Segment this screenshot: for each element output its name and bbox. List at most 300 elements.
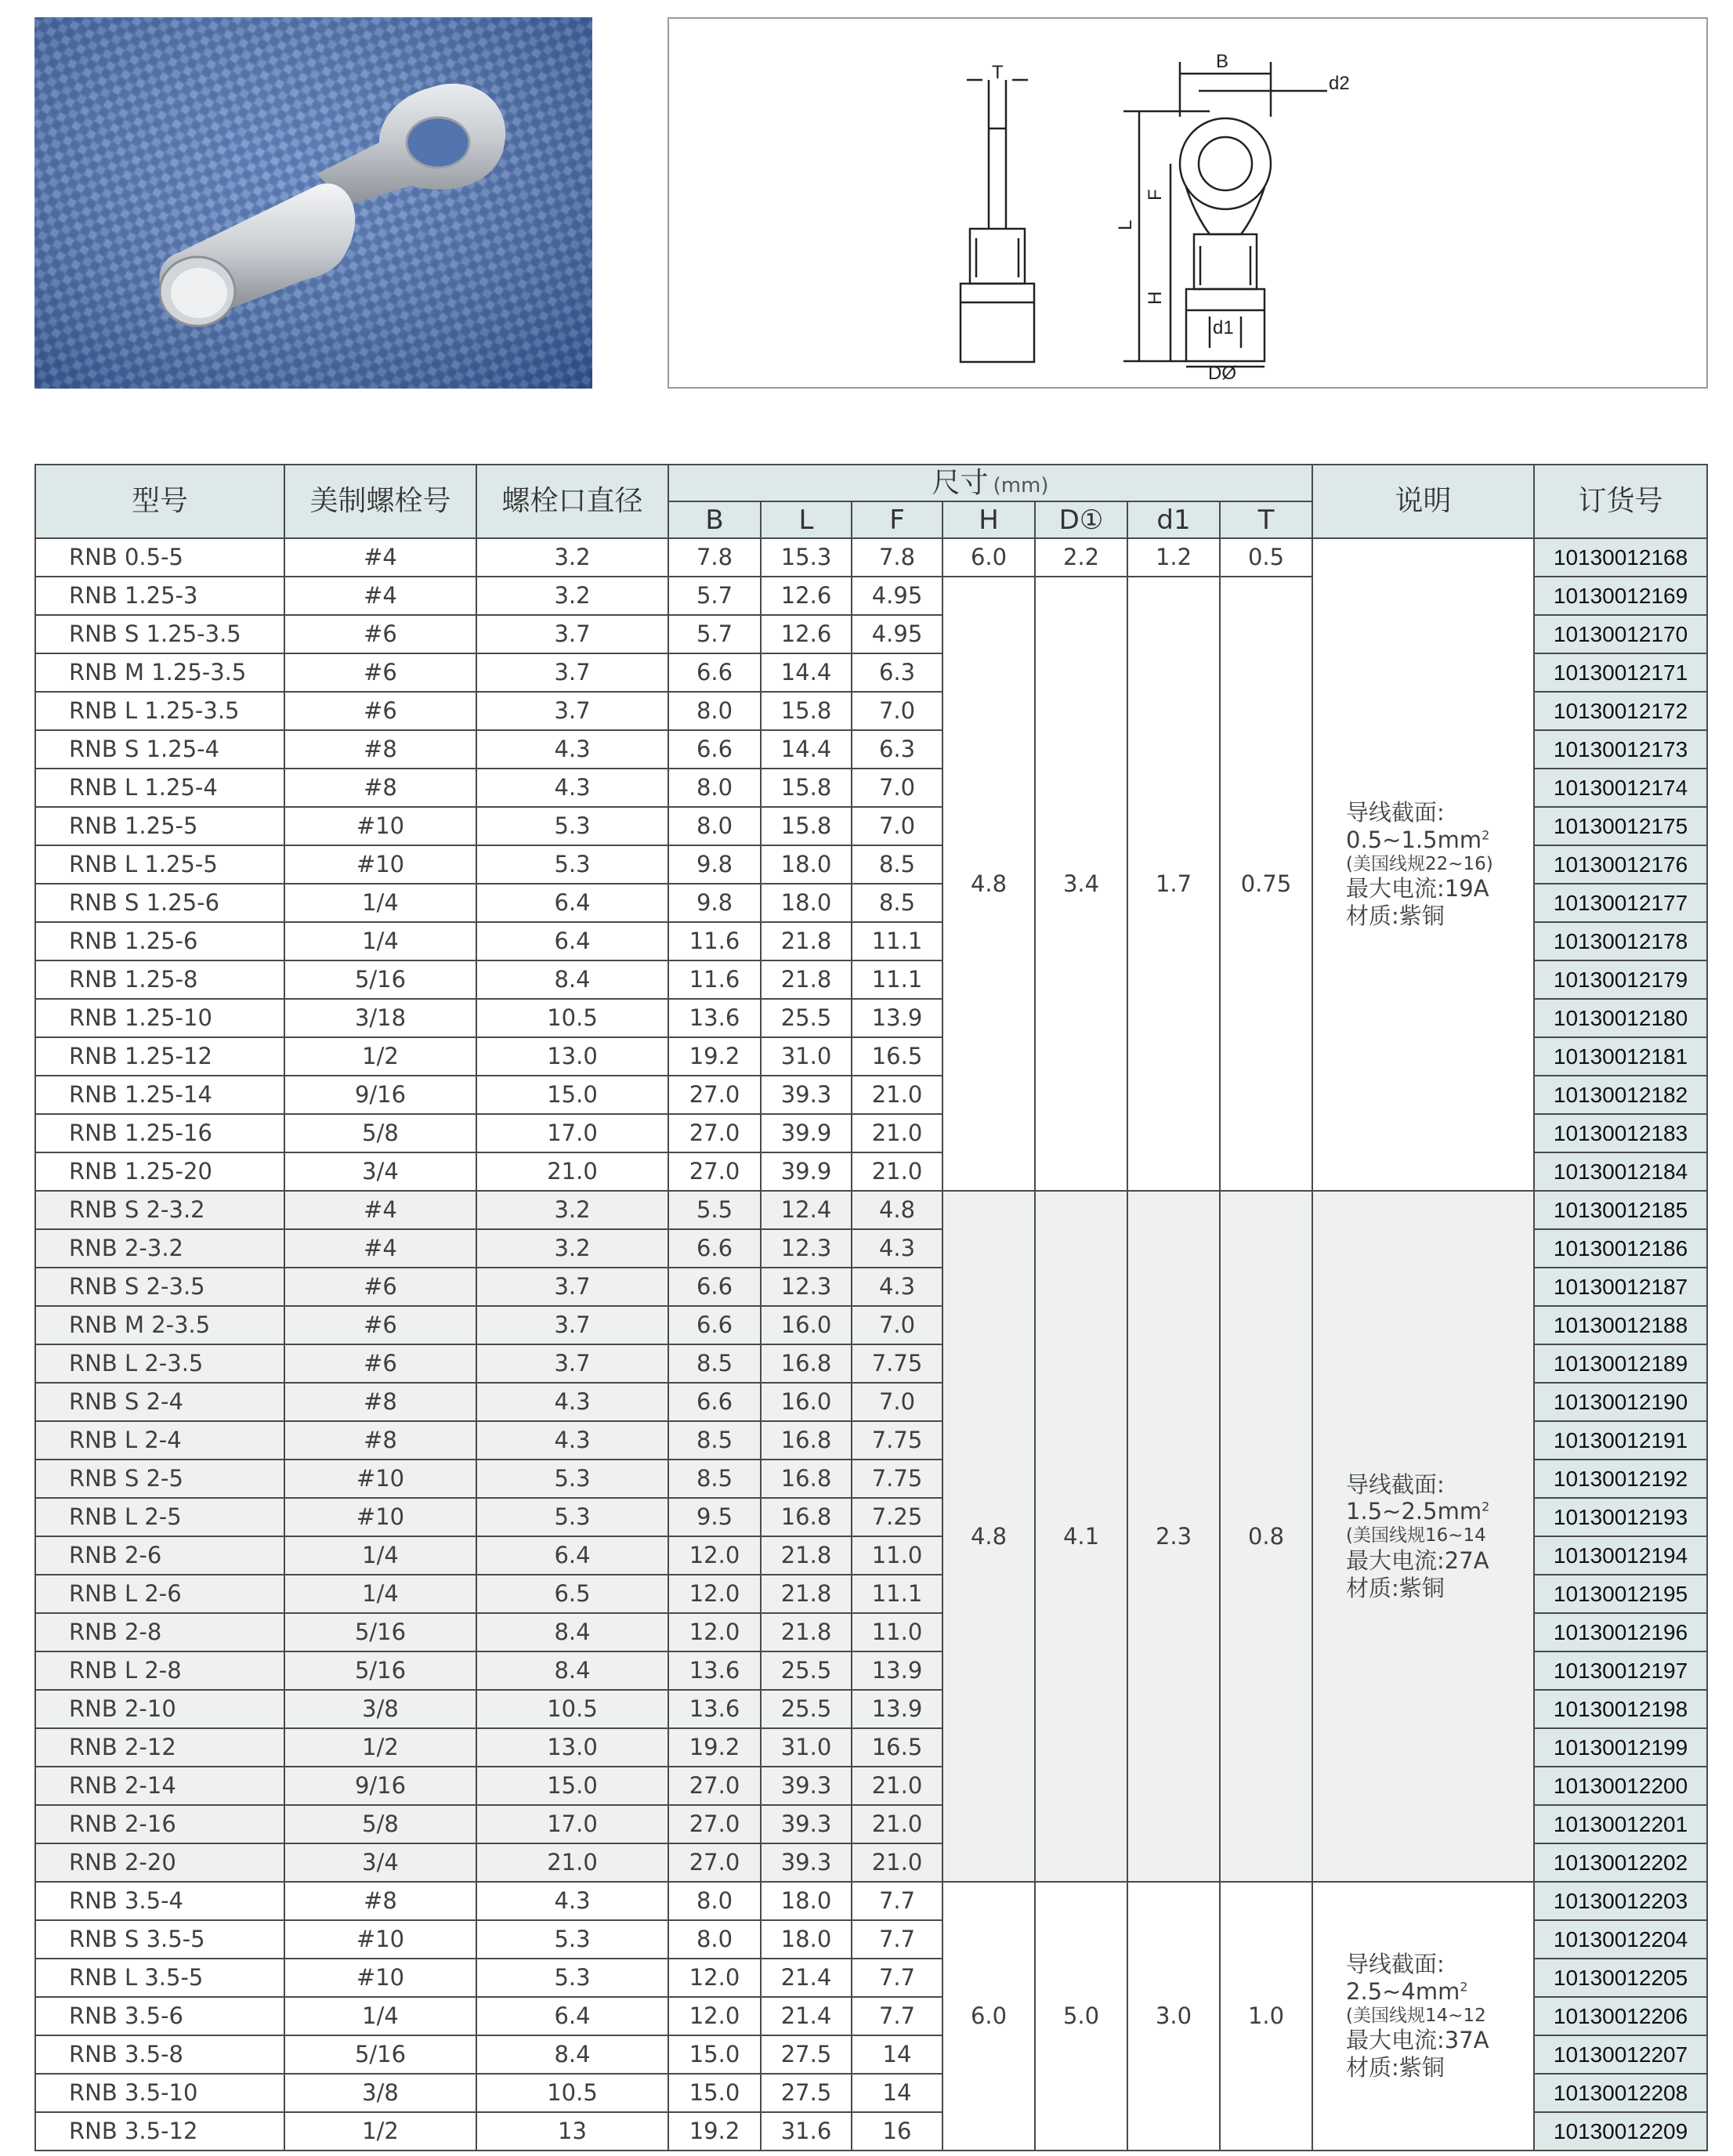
dim-L-cell: 16.8 (761, 1344, 852, 1383)
bolt-diameter-cell: 6.5 (476, 1575, 668, 1613)
us-screw-cell: 3/8 (284, 2074, 476, 2112)
bolt-diameter-cell: 3.2 (476, 1229, 668, 1268)
desc-wire-range (1346, 1978, 1533, 2006)
us-screw-cell: 1/2 (284, 1037, 476, 1076)
model-cell: RNB 0.5-5 (35, 538, 284, 577)
dim-L-cell: 15.8 (761, 807, 852, 845)
order-number-cell: 10130012208 (1534, 2074, 1707, 2112)
header-bolt-diameter: 螺栓口直径 (476, 465, 668, 538)
dim-F-cell: 7.0 (852, 1383, 942, 1421)
bolt-diameter-cell: 21.0 (476, 1152, 668, 1191)
model-cell: RNB 1.25-5 (35, 807, 284, 845)
bolt-diameter-cell: 4.3 (476, 1882, 668, 1920)
ring-terminal-photo (34, 17, 592, 389)
dim-L-cell: 39.3 (761, 1076, 852, 1114)
model-cell: RNB 2-3.2 (35, 1229, 284, 1268)
dim-F-cell: 21.0 (852, 1805, 942, 1843)
bolt-diameter-cell: 8.4 (476, 960, 668, 999)
dim-F-cell: 4.3 (852, 1229, 942, 1268)
dim-F-cell: 7.0 (852, 1306, 942, 1344)
dim-B-cell: 11.6 (668, 960, 761, 999)
bolt-diameter-cell: 8.4 (476, 1651, 668, 1690)
order-number-cell: 10130012187 (1534, 1268, 1707, 1306)
dim-F-cell: 7.0 (852, 692, 942, 730)
us-screw-cell: #8 (284, 1383, 476, 1421)
dim-F-cell: 7.0 (852, 807, 942, 845)
model-cell: RNB 2-14 (35, 1767, 284, 1805)
label-d1: d1 (1213, 317, 1234, 338)
desc-material: 材质:紫铜 (1346, 903, 1445, 930)
dim-B-cell: 12.0 (668, 1575, 761, 1613)
dim-L-cell: 27.5 (761, 2074, 852, 2112)
table-row (35, 1191, 1707, 1229)
table-row (35, 538, 1707, 577)
dim-B-cell: 9.8 (668, 845, 761, 884)
model-cell: RNB 3.5-8 (35, 2035, 284, 2074)
dim-B-cell: 6.6 (668, 1306, 761, 1344)
label-B: B (1216, 51, 1229, 72)
model-cell: RNB L 2-5 (35, 1498, 284, 1536)
bolt-diameter-cell: 4.3 (476, 1421, 668, 1460)
dim-H-cell: 6.0 (942, 538, 1035, 577)
dim-B-cell: 8.0 (668, 1920, 761, 1959)
bolt-diameter-cell: 5.3 (476, 1498, 668, 1536)
dimension-drawing (668, 17, 1708, 389)
order-number-cell: 10130012173 (1534, 730, 1707, 769)
order-number-cell: 10130012179 (1534, 960, 1707, 999)
us-screw-cell: #4 (284, 538, 476, 577)
bolt-diameter-cell: 8.4 (476, 1613, 668, 1651)
bolt-diameter-cell: 5.3 (476, 1460, 668, 1498)
order-number-cell: 10130012185 (1534, 1191, 1707, 1229)
dim-B-cell: 6.6 (668, 730, 761, 769)
dim-F-cell: 14 (852, 2074, 942, 2112)
dim-L-cell: 12.6 (761, 577, 852, 615)
desc-wire-label: 导线截面: (1346, 1951, 1445, 1978)
order-number-cell: 10130012196 (1534, 1613, 1707, 1651)
dim-B-cell: 6.6 (668, 1229, 761, 1268)
dim-B-cell: 8.5 (668, 1421, 761, 1460)
header-dimensions (668, 465, 1312, 501)
dim-L-cell: 25.5 (761, 1690, 852, 1728)
model-cell: RNB S 2-3.5 (35, 1268, 284, 1306)
dim-L-cell: 16.0 (761, 1306, 852, 1344)
model-cell: RNB S 3.5-5 (35, 1920, 284, 1959)
dim-L-cell: 12.3 (761, 1229, 852, 1268)
desc-material: 材质:紫铜 (1346, 2054, 1445, 2082)
dim-L-cell: 18.0 (761, 1920, 852, 1959)
us-screw-cell: #10 (284, 1920, 476, 1959)
dim-F-cell: 8.5 (852, 884, 942, 922)
us-screw-cell: #8 (284, 769, 476, 807)
dim-L-cell: 16.8 (761, 1460, 852, 1498)
dim-F-cell: 21.0 (852, 1843, 942, 1882)
dim-L-cell: 21.8 (761, 960, 852, 999)
dim-L-cell: 31.0 (761, 1037, 852, 1076)
us-screw-cell: #6 (284, 692, 476, 730)
bolt-diameter-cell: 6.4 (476, 884, 668, 922)
model-cell: RNB L 1.25-3.5 (35, 692, 284, 730)
model-cell: RNB 2-12 (35, 1728, 284, 1767)
us-screw-cell: 5/16 (284, 2035, 476, 2074)
bolt-diameter-cell: 10.5 (476, 1690, 668, 1728)
dim-d1-cell: 3.0 (1127, 1882, 1220, 2151)
dim-L-cell: 18.0 (761, 1882, 852, 1920)
model-cell: RNB 3.5-4 (35, 1882, 284, 1920)
header-T: T (1220, 501, 1312, 538)
dim-L-cell: 21.8 (761, 1536, 852, 1575)
us-screw-cell: #8 (284, 1882, 476, 1920)
order-number-cell: 10130012190 (1534, 1383, 1707, 1421)
dim-L-cell: 12.6 (761, 615, 852, 653)
dim-F-cell: 4.95 (852, 577, 942, 615)
us-screw-cell: 1/4 (284, 1536, 476, 1575)
dim-B-cell: 19.2 (668, 1037, 761, 1076)
dim-B-cell: 8.5 (668, 1460, 761, 1498)
dim-d1-cell: 2.3 (1127, 1191, 1220, 1882)
order-number-cell: 10130012206 (1534, 1997, 1707, 2035)
bolt-diameter-cell: 4.3 (476, 769, 668, 807)
us-screw-cell: #4 (284, 1229, 476, 1268)
us-screw-cell: 5/16 (284, 960, 476, 999)
order-number-cell: 10130012181 (1534, 1037, 1707, 1076)
model-cell: RNB M 1.25-3.5 (35, 653, 284, 692)
us-screw-cell: #6 (284, 1268, 476, 1306)
dim-F-cell: 4.8 (852, 1191, 942, 1229)
dim-B-cell: 13.6 (668, 1651, 761, 1690)
header-B: B (668, 501, 761, 538)
us-screw-cell: #6 (284, 653, 476, 692)
bolt-diameter-cell: 10.5 (476, 2074, 668, 2112)
order-number-cell: 10130012188 (1534, 1306, 1707, 1344)
dim-L-cell: 39.3 (761, 1805, 852, 1843)
superscript: 2 (1482, 827, 1490, 843)
dim-L-cell: 39.9 (761, 1114, 852, 1152)
us-screw-cell: #10 (284, 845, 476, 884)
us-screw-cell: #8 (284, 1421, 476, 1460)
dim-L-cell: 21.8 (761, 922, 852, 960)
bolt-diameter-cell: 5.3 (476, 807, 668, 845)
order-number-cell: 10130012209 (1534, 2112, 1707, 2151)
dim-F-cell: 7.0 (852, 769, 942, 807)
dim-B-cell: 9.8 (668, 884, 761, 922)
desc-wire-range (1346, 827, 1533, 854)
dim-F-cell: 21.0 (852, 1152, 942, 1191)
dim-B-cell: 5.5 (668, 1191, 761, 1229)
dim-F-cell: 7.75 (852, 1460, 942, 1498)
us-screw-cell: #10 (284, 1959, 476, 1997)
bolt-diameter-cell: 17.0 (476, 1114, 668, 1152)
desc-awg: (美国线规16~14 (1346, 1525, 1486, 1546)
desc-material: 材质:紫铜 (1346, 1574, 1445, 1601)
dim-B-cell: 8.0 (668, 1882, 761, 1920)
dim-F-cell: 11.0 (852, 1613, 942, 1651)
dim-F-cell: 7.7 (852, 1882, 942, 1920)
order-number-cell: 10130012180 (1534, 999, 1707, 1037)
model-cell: RNB 3.5-6 (35, 1997, 284, 2035)
dim-L-cell: 39.9 (761, 1152, 852, 1191)
us-screw-cell: #4 (284, 1191, 476, 1229)
model-cell: RNB 1.25-10 (35, 999, 284, 1037)
spec-table (34, 464, 1708, 2151)
dim-L-cell: 12.3 (761, 1268, 852, 1306)
us-screw-cell: 1/4 (284, 1575, 476, 1613)
dim-F-cell: 7.7 (852, 1997, 942, 2035)
desc-current: 最大电流:27A (1346, 1546, 1489, 1574)
dim-L-cell: 21.4 (761, 1959, 852, 1997)
bolt-diameter-cell: 5.3 (476, 1959, 668, 1997)
dim-F-cell: 8.5 (852, 845, 942, 884)
model-cell: RNB 2-16 (35, 1805, 284, 1843)
dim-H-cell: 4.8 (942, 1191, 1035, 1882)
dim-F-cell: 4.3 (852, 1268, 942, 1306)
model-cell: RNB S 2-5 (35, 1460, 284, 1498)
order-number-cell: 10130012171 (1534, 653, 1707, 692)
dim-D-cell: 2.2 (1035, 538, 1127, 577)
bolt-diameter-cell: 4.3 (476, 1383, 668, 1421)
desc-wire-label: 导线截面: (1346, 1470, 1445, 1498)
us-screw-cell: 5/16 (284, 1651, 476, 1690)
dim-L-cell: 15.3 (761, 538, 852, 577)
bolt-diameter-cell: 3.2 (476, 538, 668, 577)
bolt-diameter-cell: 13 (476, 2112, 668, 2151)
us-screw-cell: 1/2 (284, 1728, 476, 1767)
dim-D-cell: 5.0 (1035, 1882, 1127, 2151)
desc-wire-label: 导线截面: (1346, 799, 1445, 827)
bolt-diameter-cell: 3.2 (476, 1191, 668, 1229)
desc-wire-range-value: 1.5~2.5mm (1346, 1498, 1482, 1525)
model-cell: RNB 2-8 (35, 1613, 284, 1651)
model-cell: RNB S 1.25-3.5 (35, 615, 284, 653)
us-screw-cell: #8 (284, 730, 476, 769)
us-screw-cell: 3/4 (284, 1843, 476, 1882)
dim-F-cell: 11.1 (852, 922, 942, 960)
model-cell: RNB 1.25-14 (35, 1076, 284, 1114)
dim-D-cell: 3.4 (1035, 577, 1127, 1191)
dim-L-cell: 21.8 (761, 1613, 852, 1651)
bolt-diameter-cell: 13.0 (476, 1037, 668, 1076)
dim-F-cell: 11.0 (852, 1536, 942, 1575)
order-number-cell: 10130012177 (1534, 884, 1707, 922)
bolt-diameter-cell: 3.2 (476, 577, 668, 615)
order-number-cell: 10130012178 (1534, 922, 1707, 960)
dim-B-cell: 5.7 (668, 615, 761, 653)
order-number-cell: 10130012197 (1534, 1651, 1707, 1690)
model-cell: RNB S 1.25-6 (35, 884, 284, 922)
header-H: H (942, 501, 1035, 538)
dim-L-cell: 18.0 (761, 884, 852, 922)
dim-B-cell: 27.0 (668, 1114, 761, 1152)
dim-L-cell: 15.8 (761, 769, 852, 807)
dim-B-cell: 8.0 (668, 807, 761, 845)
dim-B-cell: 19.2 (668, 2112, 761, 2151)
dim-B-cell: 8.5 (668, 1344, 761, 1383)
bolt-diameter-cell: 3.7 (476, 1306, 668, 1344)
dim-F-cell: 7.75 (852, 1421, 942, 1460)
order-number-cell: 10130012175 (1534, 807, 1707, 845)
us-screw-cell: #6 (284, 1306, 476, 1344)
bolt-diameter-cell: 3.7 (476, 615, 668, 653)
us-screw-cell: 9/16 (284, 1767, 476, 1805)
us-screw-cell: 3/18 (284, 999, 476, 1037)
us-screw-cell: 5/16 (284, 1613, 476, 1651)
dim-L-cell: 12.4 (761, 1191, 852, 1229)
dim-L-cell: 27.5 (761, 2035, 852, 2074)
description-cell (1312, 1191, 1534, 1882)
order-number-cell: 10130012203 (1534, 1882, 1707, 1920)
superscript: 2 (1482, 1499, 1490, 1514)
order-number-cell: 10130012186 (1534, 1229, 1707, 1268)
description-cell (1312, 1882, 1534, 2151)
dim-F-cell: 21.0 (852, 1114, 942, 1152)
label-F: F (1145, 189, 1166, 201)
order-number-cell: 10130012198 (1534, 1690, 1707, 1728)
label-T: T (992, 62, 1004, 83)
order-number-cell: 10130012168 (1534, 538, 1707, 577)
bolt-diameter-cell: 4.3 (476, 730, 668, 769)
dim-L-cell: 15.8 (761, 692, 852, 730)
dim-B-cell: 5.7 (668, 577, 761, 615)
dim-B-cell: 11.6 (668, 922, 761, 960)
model-cell: RNB L 2-8 (35, 1651, 284, 1690)
us-screw-cell: 5/8 (284, 1805, 476, 1843)
order-number-cell: 10130012204 (1534, 1920, 1707, 1959)
order-number-cell: 10130012205 (1534, 1959, 1707, 1997)
bolt-diameter-cell: 13.0 (476, 1728, 668, 1767)
dim-B-cell: 12.0 (668, 1959, 761, 1997)
dim-H-cell: 6.0 (942, 1882, 1035, 2151)
model-cell: RNB M 2-3.5 (35, 1306, 284, 1344)
dim-L-cell: 16.8 (761, 1421, 852, 1460)
label-H: H (1145, 291, 1166, 305)
us-screw-cell: 5/8 (284, 1114, 476, 1152)
order-number-cell: 10130012191 (1534, 1421, 1707, 1460)
dim-L-cell: 25.5 (761, 1651, 852, 1690)
dim-B-cell: 19.2 (668, 1728, 761, 1767)
dim-F-cell: 4.95 (852, 615, 942, 653)
us-screw-cell: #10 (284, 1460, 476, 1498)
dim-T-cell: 0.75 (1220, 577, 1312, 1191)
order-number-cell: 10130012201 (1534, 1805, 1707, 1843)
model-cell: RNB S 2-3.2 (35, 1191, 284, 1229)
header-F: F (852, 501, 942, 538)
dim-F-cell: 7.25 (852, 1498, 942, 1536)
order-number-cell: 10130012184 (1534, 1152, 1707, 1191)
model-cell: RNB L 2-4 (35, 1421, 284, 1460)
dim-D-cell: 4.1 (1035, 1191, 1127, 1882)
model-cell: RNB L 1.25-5 (35, 845, 284, 884)
us-screw-cell: 1/2 (284, 2112, 476, 2151)
model-cell: RNB S 2-4 (35, 1383, 284, 1421)
us-screw-cell: #6 (284, 1344, 476, 1383)
bolt-diameter-cell: 3.7 (476, 1344, 668, 1383)
bolt-diameter-cell: 6.4 (476, 1536, 668, 1575)
bolt-diameter-cell: 3.7 (476, 1268, 668, 1306)
dim-B-cell: 27.0 (668, 1843, 761, 1882)
dim-F-cell: 16 (852, 2112, 942, 2151)
dim-L-cell: 18.0 (761, 845, 852, 884)
dim-L-cell: 21.8 (761, 1575, 852, 1613)
front-view (1115, 51, 1350, 384)
model-cell: RNB 1.25-20 (35, 1152, 284, 1191)
dim-B-cell: 9.5 (668, 1498, 761, 1536)
dim-B-cell: 6.6 (668, 653, 761, 692)
dim-F-cell: 13.9 (852, 1690, 942, 1728)
product-photo (34, 17, 592, 389)
table-row (35, 1882, 1707, 1920)
header-D: D① (1035, 501, 1127, 538)
header-order-number: 订货号 (1534, 465, 1707, 538)
header-dimensions-label: 尺寸 (932, 466, 989, 499)
header-model: 型号 (35, 465, 284, 538)
model-cell: RNB 1.25-8 (35, 960, 284, 999)
dim-F-cell: 7.75 (852, 1344, 942, 1383)
bolt-diameter-cell: 15.0 (476, 1076, 668, 1114)
dim-B-cell: 12.0 (668, 1536, 761, 1575)
header-dimensions-unit: (mm) (993, 473, 1049, 497)
label-d2: d2 (1329, 73, 1350, 94)
us-screw-cell: #4 (284, 577, 476, 615)
model-cell: RNB L 2-6 (35, 1575, 284, 1613)
model-cell: RNB L 3.5-5 (35, 1959, 284, 1997)
dim-L-cell: 21.4 (761, 1997, 852, 2035)
dim-B-cell: 12.0 (668, 1613, 761, 1651)
dim-B-cell: 27.0 (668, 1767, 761, 1805)
dim-L-cell: 16.8 (761, 1498, 852, 1536)
model-cell: RNB 2-10 (35, 1690, 284, 1728)
dim-L-cell: 39.3 (761, 1767, 852, 1805)
us-screw-cell: #6 (284, 615, 476, 653)
dim-B-cell: 8.0 (668, 692, 761, 730)
model-cell: RNB 3.5-10 (35, 2074, 284, 2112)
dim-F-cell: 13.9 (852, 1651, 942, 1690)
superscript: 2 (1460, 1979, 1468, 1995)
bolt-diameter-cell: 8.4 (476, 2035, 668, 2074)
order-number-cell: 10130012195 (1534, 1575, 1707, 1613)
header-d1: d1 (1127, 501, 1220, 538)
dim-L-cell: 39.3 (761, 1843, 852, 1882)
dim-F-cell: 6.3 (852, 653, 942, 692)
order-number-cell: 10130012192 (1534, 1460, 1707, 1498)
header-L: L (761, 501, 852, 538)
dim-H-cell: 4.8 (942, 577, 1035, 1191)
desc-current: 最大电流:19A (1346, 875, 1489, 903)
dim-B-cell: 12.0 (668, 1997, 761, 2035)
dim-d1-cell: 1.2 (1127, 538, 1220, 577)
desc-awg: (美国线规14~12 (1346, 2005, 1486, 2026)
bolt-diameter-cell: 15.0 (476, 1767, 668, 1805)
order-number-cell: 10130012183 (1534, 1114, 1707, 1152)
dim-T-cell: 0.5 (1220, 538, 1312, 577)
dim-d1-cell: 1.7 (1127, 577, 1220, 1191)
us-screw-cell: #10 (284, 1498, 476, 1536)
bolt-diameter-cell: 6.4 (476, 1997, 668, 2035)
dim-F-cell: 11.1 (852, 1575, 942, 1613)
header-us-screw: 美制螺栓号 (284, 465, 476, 538)
dim-L-cell: 25.5 (761, 999, 852, 1037)
order-number-cell: 10130012169 (1534, 577, 1707, 615)
dim-B-cell: 6.6 (668, 1383, 761, 1421)
model-cell: RNB L 2-3.5 (35, 1344, 284, 1383)
dim-T-cell: 1.0 (1220, 1882, 1312, 2151)
order-number-cell: 10130012189 (1534, 1344, 1707, 1383)
order-number-cell: 10130012199 (1534, 1728, 1707, 1767)
label-L: L (1115, 219, 1136, 230)
us-screw-cell: 3/8 (284, 1690, 476, 1728)
dim-B-cell: 27.0 (668, 1805, 761, 1843)
description-cell (1312, 538, 1534, 1191)
model-cell: RNB S 1.25-4 (35, 730, 284, 769)
